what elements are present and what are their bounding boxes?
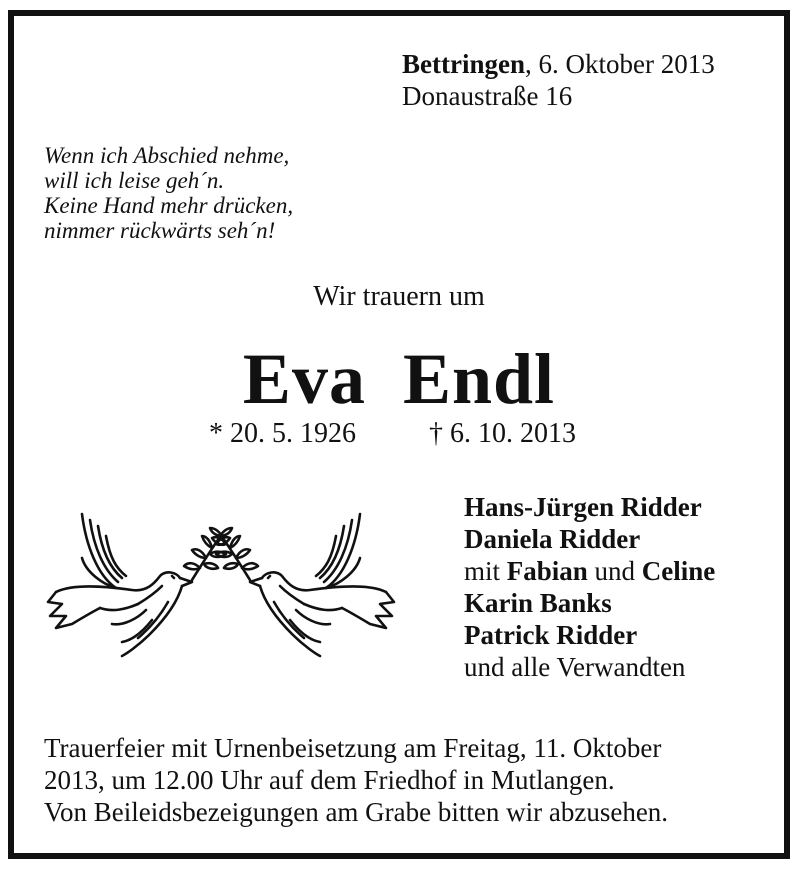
family-member: Karin Banks [464, 588, 612, 618]
family-member: Daniela Ridder [464, 524, 641, 554]
left-dove-icon [48, 514, 232, 656]
mourning-intro: Wir trauern um [313, 281, 485, 312]
family-children-line [464, 555, 715, 587]
family-member: Celine [641, 556, 716, 586]
place-and-date [402, 48, 715, 112]
doves-with-olive-branches-icon [42, 506, 400, 668]
notice-date: , 6. Oktober 2013 [524, 49, 715, 79]
family-member: Fabian [506, 556, 588, 586]
funeral-notice: Trauerfeier mit Urnenbeisetzung am Freitag, 11. Oktober 2013, um 12.00 Uhr auf dem Friedhof in Mutlangen. Von Beileidsbezeigungen am Grabe bitten wir abzusehen. [44, 733, 669, 827]
family-member: Hans-Jürgen Ridder [464, 492, 702, 522]
poem: Wenn ich Abschied nehme, will ich leise geh´n. Keine Hand mehr drücken, nimmer rückwärts seh´n! [44, 143, 294, 243]
right-dove-icon [210, 514, 394, 656]
birth-date: * 20. 5. 1926 [209, 418, 356, 449]
family-relatives: und alle Verwandten [464, 652, 686, 682]
family-connector: und [587, 556, 642, 586]
town: Bettringen [402, 49, 525, 79]
deceased-name: Eva Endl [242, 339, 556, 419]
family-member: Patrick Ridder [464, 620, 638, 650]
family-signatures [464, 491, 715, 683]
death-date: † 6. 10. 2013 [429, 418, 576, 449]
street-address: Donaustraße 16 [402, 81, 573, 111]
family-connector: mit [464, 556, 507, 586]
obituary-frame [8, 10, 790, 859]
